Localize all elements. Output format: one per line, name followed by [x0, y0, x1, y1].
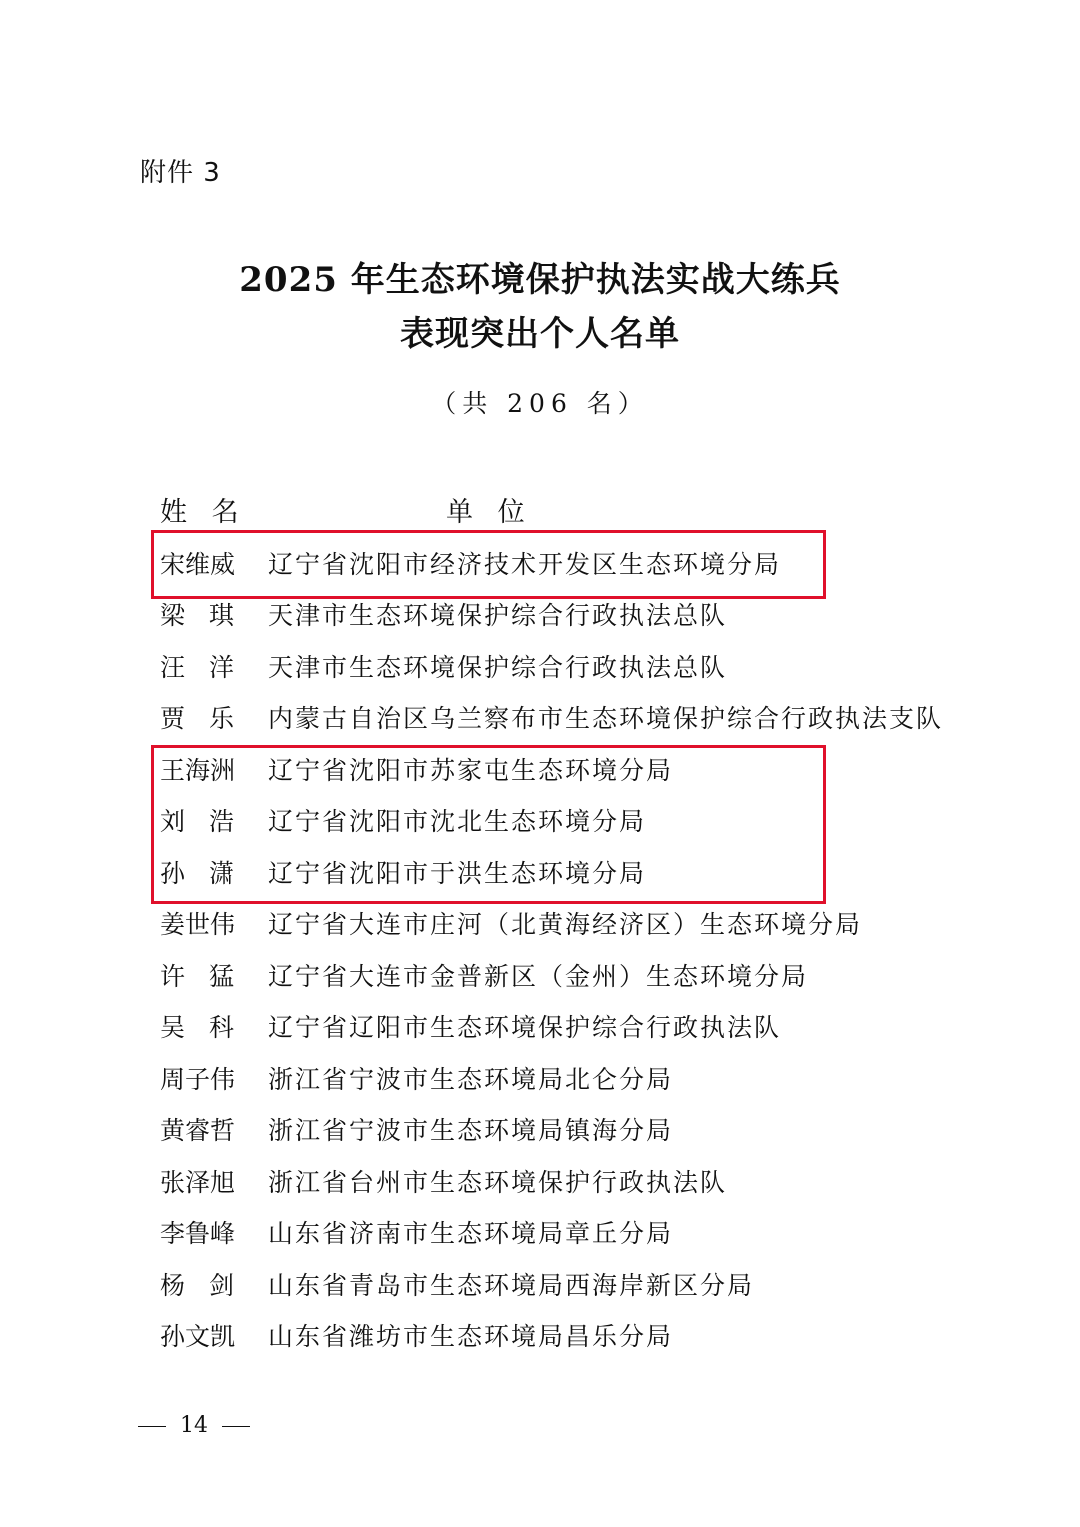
- column-header-unit: 单 位: [446, 497, 533, 528]
- person-unit: 辽宁省大连市金普新区（金州）生态环境分局: [268, 962, 809, 991]
- person-name: 宋维威: [160, 550, 236, 579]
- person-name: 孙文凯: [160, 1322, 236, 1351]
- list-item: [0, 596, 1080, 636]
- dash-left: [138, 1426, 166, 1427]
- list-item: [0, 699, 1080, 739]
- document-title-line-1: 2025 年生态环境保护执法实战大练兵: [239, 260, 841, 300]
- person-name: 贾 乐: [160, 704, 234, 733]
- person-unit: 山东省济南市生态环境局章丘分局: [268, 1219, 674, 1248]
- highlight-box: [151, 530, 826, 599]
- page-number: [138, 1410, 250, 1442]
- person-name: 孙 潇: [160, 859, 234, 888]
- person-name: 张泽旭: [160, 1168, 236, 1197]
- person-unit: 天津市生态环境保护综合行政执法总队: [268, 601, 728, 630]
- highlight-box: [151, 745, 826, 904]
- list-item: [0, 1266, 1080, 1306]
- list-item: [0, 1111, 1080, 1151]
- list-item: [0, 905, 1080, 945]
- person-name: 黄睿哲: [160, 1116, 236, 1145]
- person-name: 周子伟: [160, 1065, 236, 1094]
- list-item: [0, 1163, 1080, 1203]
- list-item: [0, 1060, 1080, 1100]
- person-name: 王海洲: [160, 756, 236, 785]
- person-unit: 辽宁省沈阳市苏家屯生态环境分局: [268, 756, 674, 785]
- document-title-line-2: 表现突出个人名单: [400, 314, 680, 354]
- attachment-label: 附件 3: [140, 158, 221, 188]
- dash-right: [222, 1426, 250, 1427]
- person-name: 吴 科: [160, 1013, 234, 1042]
- person-unit: 浙江省宁波市生态环境局镇海分局: [268, 1116, 674, 1145]
- person-name: 李鲁峰: [160, 1219, 236, 1248]
- person-unit: 山东省潍坊市生态环境局昌乐分局: [268, 1322, 674, 1351]
- person-unit: 山东省青岛市生态环境局西海岸新区分局: [268, 1271, 755, 1300]
- list-item: [0, 957, 1080, 997]
- person-unit: 辽宁省沈阳市于洪生态环境分局: [268, 859, 647, 888]
- person-name: 杨 剑: [160, 1271, 234, 1300]
- person-unit: 内蒙古自治区乌兰察布市生态环境保护综合行政执法支队: [268, 704, 944, 733]
- person-unit: 辽宁省大连市庄河（北黄海经济区）生态环境分局: [268, 910, 863, 939]
- person-name: 梁 琪: [160, 601, 234, 630]
- person-name: 刘 浩: [160, 807, 234, 836]
- page-number-value: 14: [180, 1413, 208, 1438]
- person-unit: 天津市生态环境保护综合行政执法总队: [268, 653, 728, 682]
- list-item: [0, 648, 1080, 688]
- list-item: [0, 1214, 1080, 1254]
- person-unit: 辽宁省辽阳市生态环境保护综合行政执法队: [268, 1013, 782, 1042]
- person-unit: 浙江省宁波市生态环境局北仑分局: [268, 1065, 674, 1094]
- column-header-name: 姓 名: [160, 497, 247, 528]
- count-note: （共 206 名）: [431, 389, 649, 418]
- person-name: 许 猛: [160, 962, 234, 991]
- list-item: [0, 1008, 1080, 1048]
- person-name: 汪 洋: [160, 653, 234, 682]
- person-unit: 辽宁省沈阳市经济技术开发区生态环境分局: [268, 550, 782, 579]
- list-item: [0, 1317, 1080, 1357]
- person-unit: 浙江省台州市生态环境保护行政执法队: [268, 1168, 728, 1197]
- person-name: 姜世伟: [160, 910, 236, 939]
- person-unit: 辽宁省沈阳市沈北生态环境分局: [268, 807, 647, 836]
